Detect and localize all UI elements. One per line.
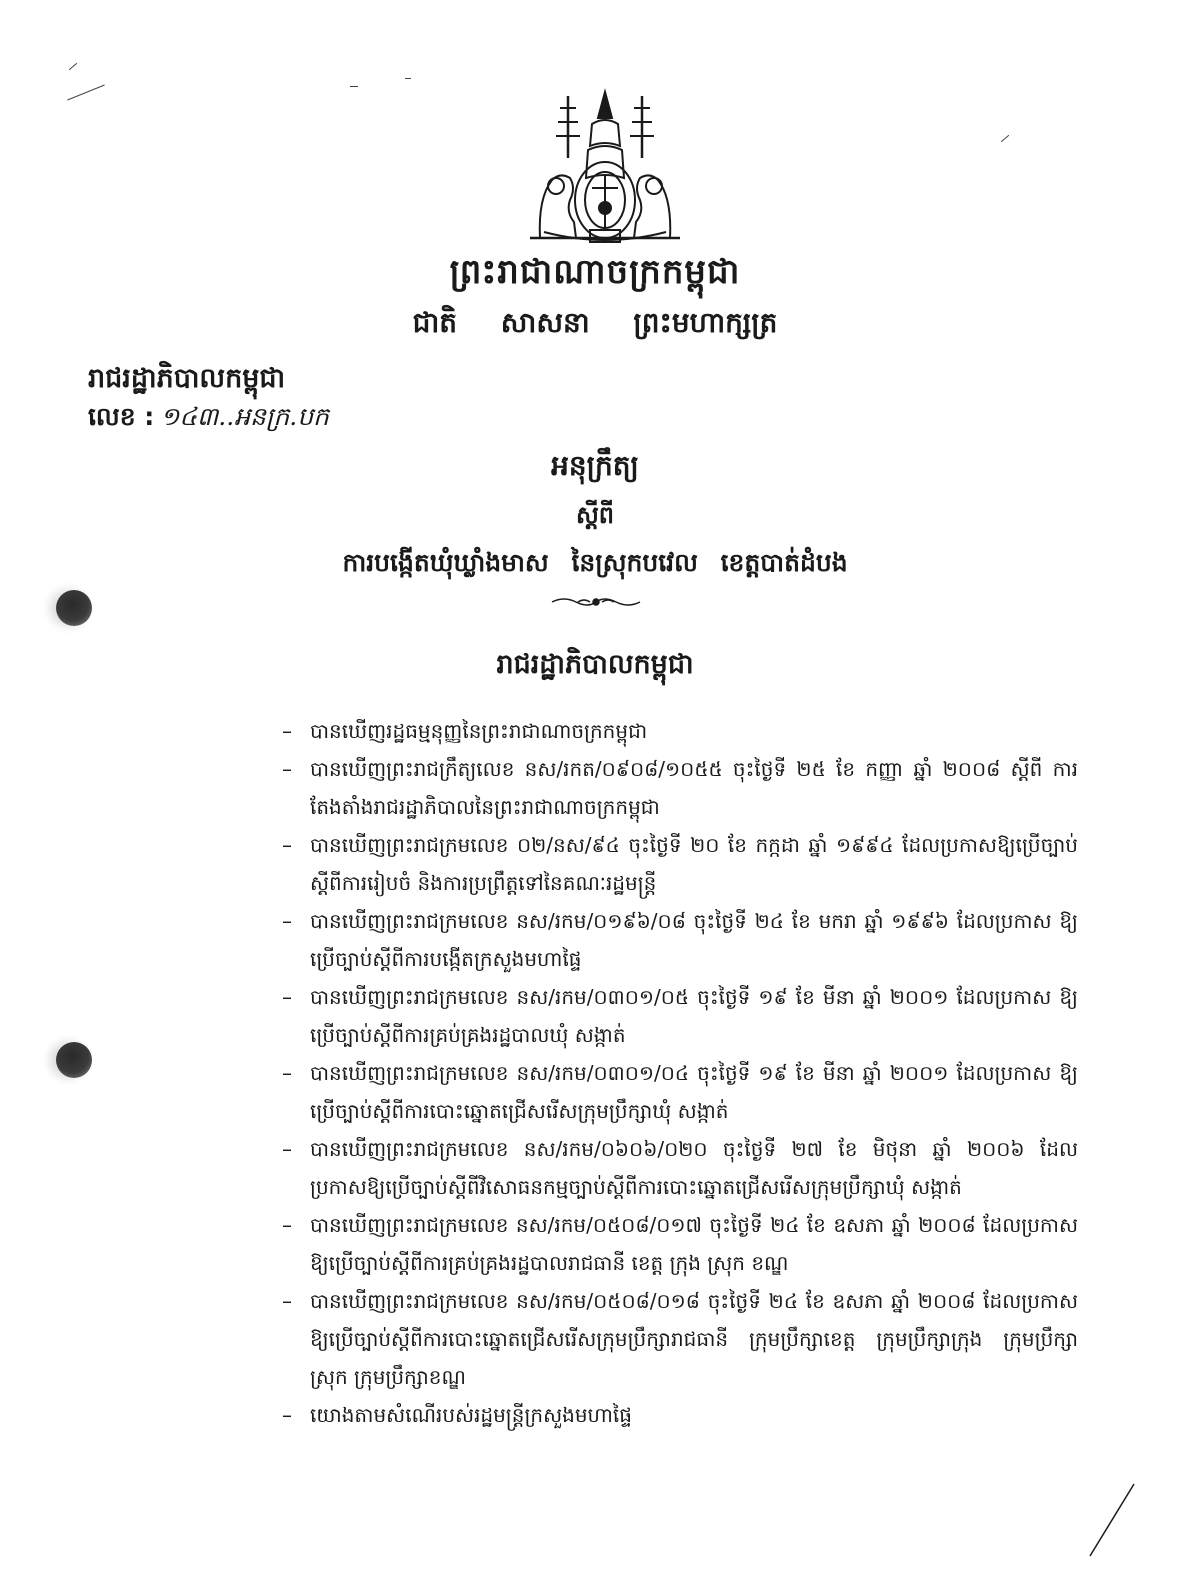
reference-number (88, 402, 329, 438)
list-dash: – (282, 719, 292, 743)
list-dash: – (282, 833, 292, 857)
consideration-text: បានឃើញព្រះរាជក្រមលេខ នស/រកម/០១៩៦/០៨ ចុះថ្ងៃទី ២៤ ខែ មករា ឆ្នាំ ១៩៩៦ ដែលប្រកាស ឱ្យប្រើច្បាប់ស្តីពីការបង្កើតក្រសួងមហាផ្ទៃ (310, 909, 1078, 971)
consideration-text: បានឃើញព្រះរាជក្រមលេខ នស/រកម/០៣០១/០៤ ចុះថ្ងៃទី ១៩ ខែ មីនា ឆ្នាំ ២០០១ ដែលប្រកាស ឱ្យប្រើច្បាប់ស្តីពីការបោះឆ្នោតជ្រើសរើសក្រុមប្រឹក្សាឃុំ សង្កាត់ (310, 1061, 1078, 1123)
consideration-item (282, 1282, 1078, 1396)
consideration-item (282, 902, 1078, 978)
consideration-text: បានឃើញរដ្ឋធម្មនុញ្ញនៃព្រះរាជាណាចក្រកម្ពុជា (310, 719, 648, 743)
preamble-heading: រាជរដ្ឋាភិបាលកម្ពុជា (496, 649, 694, 680)
punch-hole (56, 1042, 92, 1078)
list-dash: – (282, 1289, 292, 1313)
document-subject: ការបង្កើតឃុំឃ្លាំងមាស នៃស្រុកបវេល ខេត្តបាត់ដំបង (342, 548, 848, 577)
scan-mark (1001, 135, 1009, 142)
document-type: អនុក្រឹត្យ (551, 449, 639, 482)
list-dash: – (282, 909, 292, 933)
consideration-item (282, 712, 1078, 750)
consideration-item (282, 750, 1078, 826)
motto-religion: សាសនា (500, 306, 590, 339)
consideration-item (282, 1054, 1078, 1130)
list-dash: – (282, 1213, 292, 1237)
reference-label: លេខ : (88, 402, 155, 431)
list-dash: – (282, 1403, 292, 1427)
consideration-item (282, 978, 1078, 1054)
consideration-text: បានឃើញព្រះរាជក្រមលេខ នស/រកម/០៥០៨/០១៨ ចុះថ្ងៃទី ២៤ ខែ ឧសភា ឆ្នាំ ២០០៨ ដែលប្រកាស ឱ្យប្រើច្បាប់ស្តីពីការបោះឆ្នោតជ្រើសរើសក្រុមប្រឹក្សារាជធានី ក្រុមប្រឹក្សាខេត្ត ក្រុមប្រឹក្សាក្រុង ក្រុមប្រឹក្សា ស្រុក ក្រុមប្រឹក្សាខណ្ឌ (310, 1289, 1078, 1389)
national-motto (0, 305, 1190, 346)
punch-hole (56, 590, 92, 626)
motto-king: ព្រះមហាក្សត្រ (633, 306, 778, 339)
pen-stroke-mark (1086, 1480, 1146, 1560)
scan-mark (405, 78, 411, 79)
consideration-item (282, 1130, 1078, 1206)
ornament-divider-icon (548, 594, 644, 610)
concerning-label: ស្តីពី (575, 501, 615, 529)
motto-nation: ជាតិ (412, 306, 458, 339)
consideration-text: បានឃើញព្រះរាជក្រមលេខ នស/រកម/០៣០១/០៥ ចុះថ្ងៃទី ១៩ ខែ មីនា ឆ្នាំ ២០០១ ដែលប្រកាស ឱ្យប្រើច្បាប់ស្តីពីការគ្រប់គ្រងរដ្ឋបាលឃុំ សង្កាត់ (310, 985, 1078, 1047)
royal-coat-of-arms-icon (520, 88, 690, 248)
consideration-text: យោងតាមសំណើរបស់រដ្ឋមន្ត្រីក្រសួងមហាផ្ទៃ (310, 1403, 632, 1427)
consideration-item (282, 1396, 1078, 1434)
scan-mark (67, 85, 104, 101)
list-dash: – (282, 757, 292, 781)
kingdom-title: ព្រះរាជាណាចក្រកម្ពុជា (449, 252, 741, 292)
issuing-authority: រាជរដ្ឋាភិបាលកម្ពុជា (88, 363, 286, 394)
scan-mark (350, 86, 358, 87)
consideration-item (282, 826, 1078, 902)
consideration-item (282, 1206, 1078, 1282)
list-dash: – (282, 1061, 292, 1085)
considerations-list (282, 712, 1078, 1434)
list-dash: – (282, 1137, 292, 1161)
reference-value: ១៤៣..អនក្រ.បក (160, 402, 329, 431)
list-dash: – (282, 985, 292, 1009)
consideration-text: បានឃើញព្រះរាជក្រមលេខ នស/រកម/០៦០៦/០២០ ចុះថ្ងៃទី ២៧ ខែ មិថុនា ឆ្នាំ ២០០៦ ដែល ប្រកាសឱ្យប្រើច្បាប់ស្តីពីវិសោធនកម្មច្បាប់ស្តីពីការបោះឆ្នោតជ្រើសរើសក្រុមប្រឹក្សាឃុំ សង្កាត់ (310, 1137, 1078, 1199)
scan-mark (69, 63, 77, 70)
consideration-text: បានឃើញព្រះរាជក្រមលេខ ០២/នស/៩៤ ចុះថ្ងៃទី ២០ ខែ កក្កដា ឆ្នាំ ១៩៩៤ ដែលប្រកាសឱ្យប្រើច្បាប់ ស្តីពីការរៀបចំ និងការប្រព្រឹត្តទៅនៃគណៈរដ្ឋមន្ត្រី (310, 833, 1078, 895)
consideration-text: បានឃើញព្រះរាជក្រមលេខ នស/រកម/០៥០៨/០១៧ ចុះថ្ងៃទី ២៤ ខែ ឧសភា ឆ្នាំ ២០០៨ ដែលប្រកាស ឱ្យប្រើច្បាប់ស្តីពីការគ្រប់គ្រងរដ្ឋបាលរាជធានី ខេត្ត ក្រុង ស្រុក ខណ្ឌ (310, 1213, 1078, 1275)
consideration-text: បានឃើញព្រះរាជក្រឹត្យលេខ នស/រកត/០៩០៨/១០៥៥ ចុះថ្ងៃទី ២៥ ខែ កញ្ញា ឆ្នាំ ២០០៨ ស្តីពី ការតែងតាំងរាជរដ្ឋាភិបាលនៃព្រះរាជាណាចក្រកម្ពុជា (310, 757, 1078, 819)
